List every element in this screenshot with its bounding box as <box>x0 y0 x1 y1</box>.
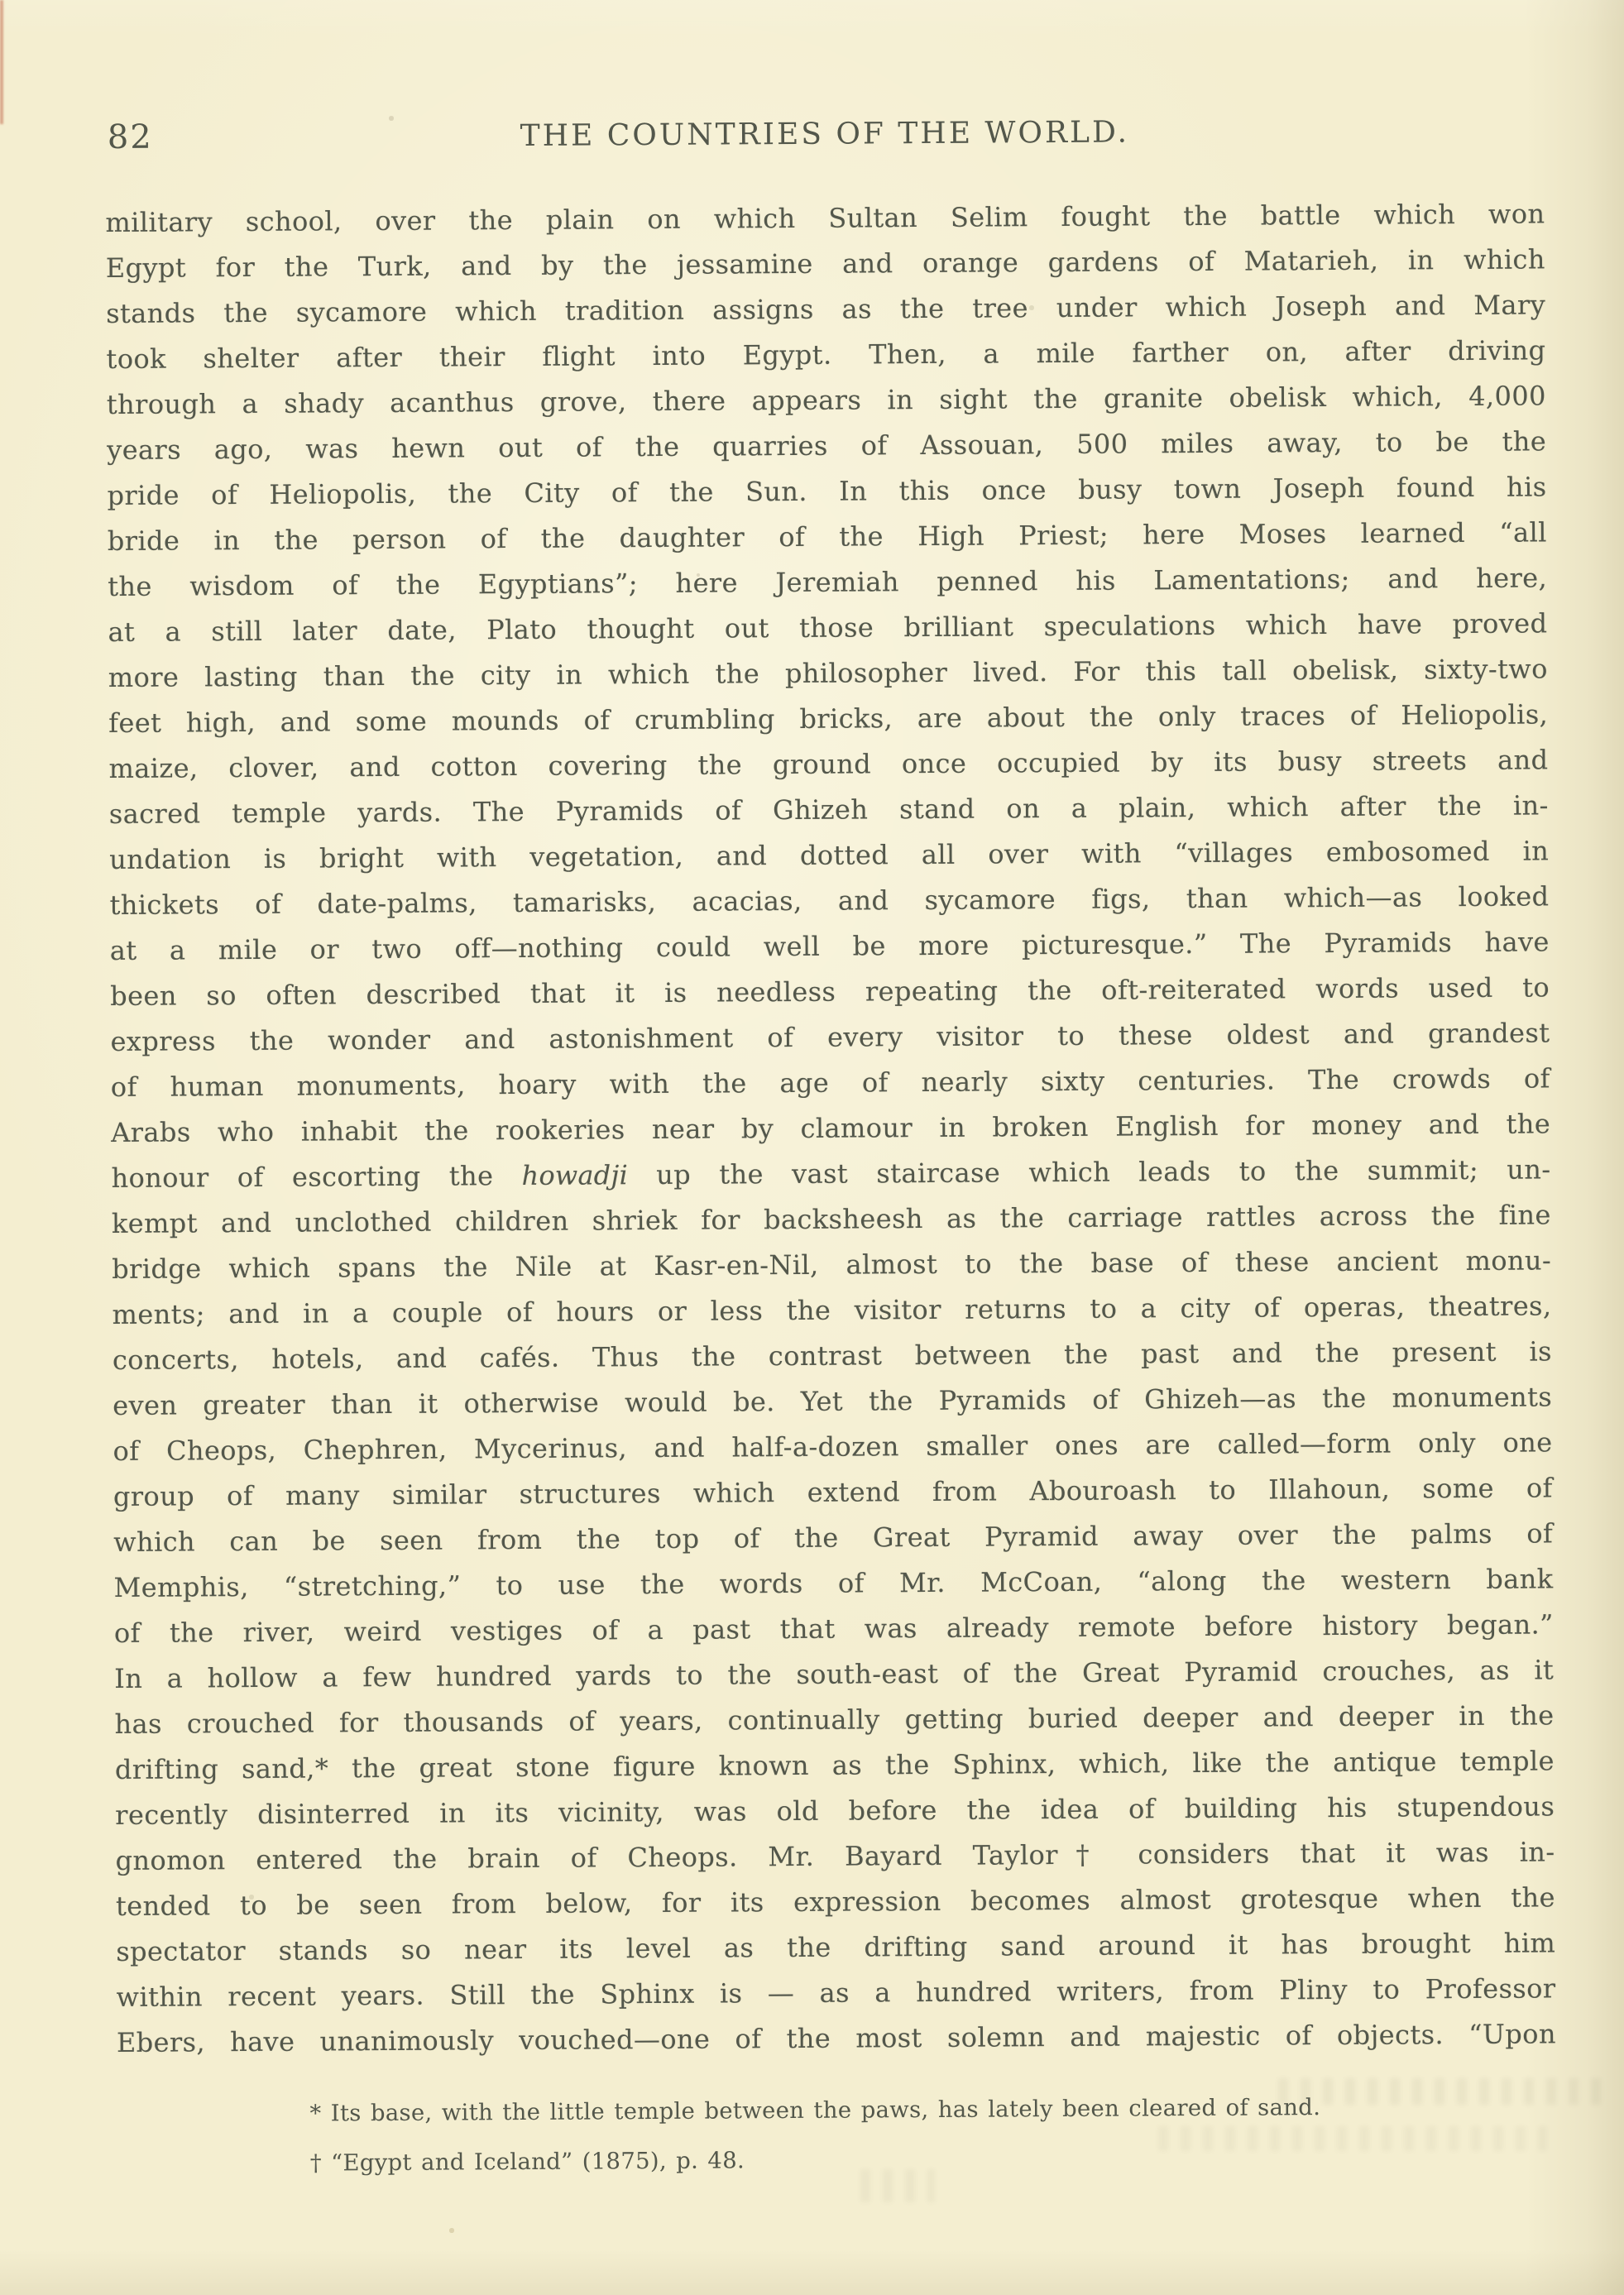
text-line: bridge which spans the Nile at Kasr-en-Nil, almost to the base of these ancient monu- <box>112 1244 1552 1286</box>
text-line: concerts, hotels, and cafés. Thus the contrast between the past and the present is <box>112 1335 1552 1377</box>
text-line: Memphis, “stretching,” to use the words of Mr. McCoan, “along the western bank <box>113 1563 1554 1604</box>
text-line: which can be seen from the top of the Great Pyramid away over the palms of <box>113 1517 1554 1559</box>
text-line: has crouched for thousands of years, continually getting buried deeper and deeper in the <box>114 1699 1555 1741</box>
running-title: THE COUNTRIES OF THE WORLD. <box>520 115 1130 153</box>
text-line: military school, over the plain on which Sultan Selim fought the battle which won <box>105 198 1545 239</box>
text-line: years ago, was hewn out of the quarries of Assouan, 500 miles away, to be the <box>107 425 1547 467</box>
text-line: thickets of date-palms, tamarisks, acacias, and sycamore figs, than which—as looked <box>109 880 1550 922</box>
text-line: recently disinterred in its vicinity, was old before the idea of building his stupendous <box>115 1790 1555 1832</box>
body-text <box>105 191 1556 2066</box>
text-line: at a still later date, Plato thought out those brilliant speculations which have proved <box>108 607 1548 649</box>
text-line: Ebers, have unanimously vouched—one of the most solemn and majestic of objects. “Upon <box>116 2018 1557 2059</box>
text-line: took shelter after their flight into Egypt. Then, a mile farther on, after driving <box>106 334 1546 376</box>
text-line: of Cheops, Chephren, Mycerinus, and half-a-dozen smaller ones are called—form only one <box>113 1426 1553 1468</box>
text-line: feet high, and some mounds of crumbling bricks, are about the only traces of Heliopolis, <box>108 698 1549 740</box>
text-line: been so often described that it is needless repeating the oft-reiterated words used to <box>110 971 1550 1013</box>
text-line: honour of escorting the howadji up the vast staircase which leads to the summit; un- <box>111 1153 1551 1195</box>
text-line: within recent years. Still the Sphinx is — as a hundred writers, from Pliny to Professor <box>116 1972 1556 2014</box>
footnote-asterisk: * Its base, with the little temple between the paws, has lately been cleared of sand. <box>309 2094 1321 2127</box>
text-line: of human monuments, hoary with the age of nearly sixty centuries. The crowds of <box>110 1062 1550 1104</box>
text-line: In a hollow a few hundred yards to the south-east of the Great Pyramid crouches, as it <box>114 1654 1555 1695</box>
page-number: 82 <box>107 117 153 157</box>
text-line: drifting sand,* the great stone figure known as the Sphinx, which, like the antique temple <box>114 1745 1555 1786</box>
text-line: ments; and in a couple of hours or less the visitor returns to a city of operas, theatres, <box>112 1290 1552 1331</box>
text-line: tended to be seen from below, for its expression becomes almost grotesque when the <box>115 1881 1555 1923</box>
text-line: spectator stands so near its level as the drifting sand around it has brought him <box>116 1927 1556 1968</box>
text-line: pride of Heliopolis, the City of the Sun. In this once busy town Joseph found his <box>107 471 1547 512</box>
text-line: bride in the person of the daughter of the High Priest; here Moses learned “all <box>107 516 1547 558</box>
text-line: maize, clover, and cotton covering the ground once occupied by its busy streets and <box>108 744 1549 785</box>
text-line: Arabs who inhabit the rookeries near by clamour in broken English for money and the <box>111 1108 1551 1149</box>
text-line: Egypt for the Turk, and by the jessamine and orange gardens of Matarieh, in which <box>105 243 1545 285</box>
text-line: sacred temple yards. The Pyramids of Ghizeh stand on a plain, which after the in- <box>108 789 1549 831</box>
text-line: the wisdom of the Egyptians”; here Jeremiah penned his Lamentations; and here, <box>108 562 1548 603</box>
text-line: at a mile or two off—nothing could well be more picturesque.” The Pyramids have <box>109 926 1550 967</box>
text-line: of the river, weird vestiges of a past that was already remote before history began.” <box>113 1608 1554 1650</box>
footnote-dagger: † “Egypt and Iceland” (1875), p. 48. <box>309 2147 745 2177</box>
text-line: through a shady acanthus grove, there appears in sight the granite obelisk which, 4,000 <box>106 380 1546 421</box>
italic-word: howadji <box>521 1159 629 1192</box>
text-line: gnomon entered the brain of Cheops. Mr. Bayard Taylor† considers that it was in- <box>115 1836 1555 1877</box>
text-line: more lasting than the city in which the philosopher lived. For this tall obelisk, sixty-two <box>108 653 1548 694</box>
text-line: even greater than it otherwise would be. Yet the Pyramids of Ghizeh—as the monuments <box>113 1381 1553 1422</box>
text-line: undation is bright with vegetation, and dotted all over with “villages embosomed in <box>109 835 1550 876</box>
text-line: stands the sycamore which tradition assigns as the tree under which Joseph and Mary <box>106 289 1546 330</box>
text-line: group of many similar structures which extend from Abouroash to Illahoun, some of <box>113 1472 1553 1513</box>
footnotes <box>309 2082 1402 2188</box>
text-line: kempt and unclothed children shriek for backsheesh as the carriage rattles across the fine <box>111 1199 1551 1240</box>
text-line: express the wonder and astonishment of every visitor to these oldest and grandest <box>110 1017 1550 1058</box>
